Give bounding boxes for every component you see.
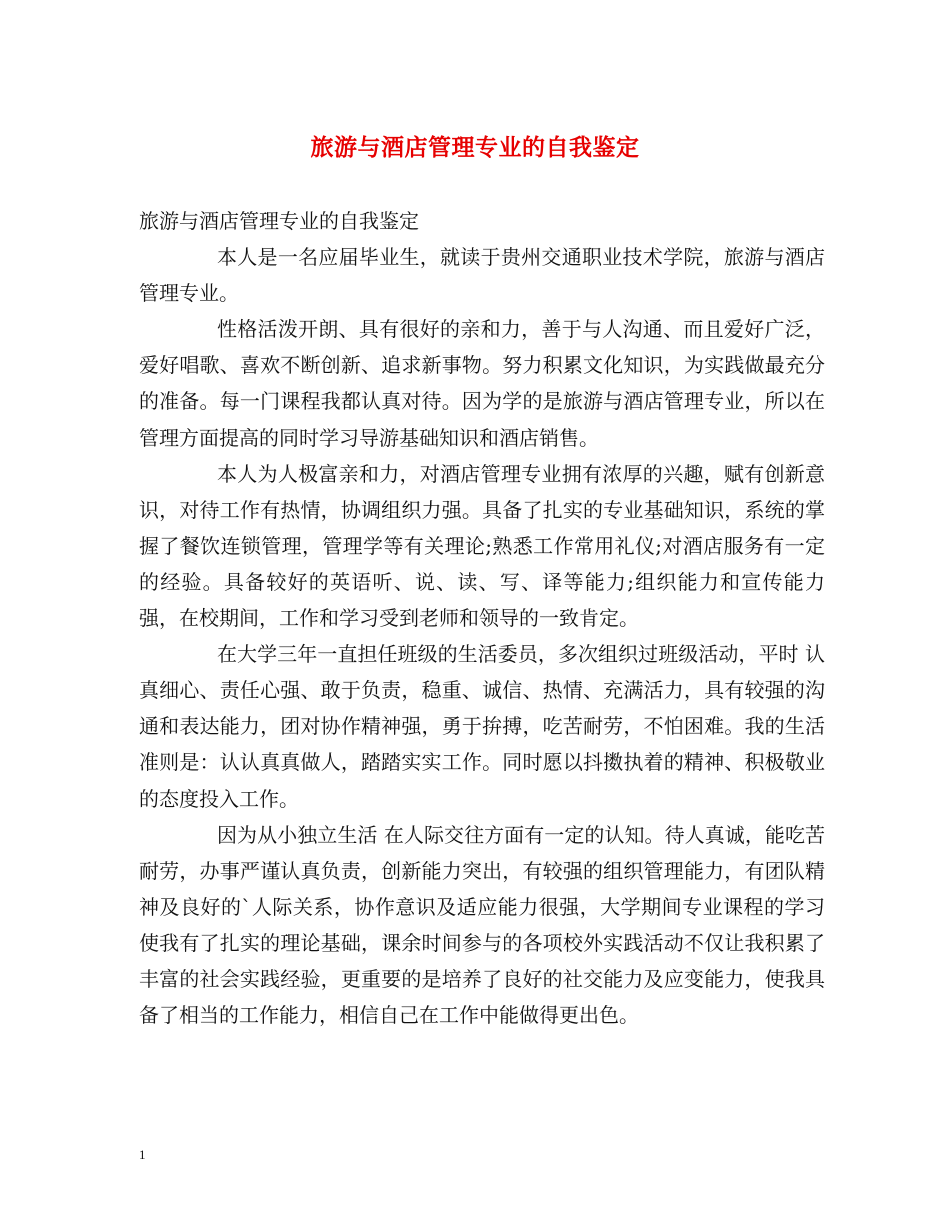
document-body <box>139 203 825 1033</box>
document-title: 旅游与酒店管理专业的自我鉴定 <box>310 134 640 161</box>
paragraph-1: 本人是一名应届毕业生，就读于贵州交通职业技术学院，旅游与酒店管理专业。 <box>139 245 825 306</box>
page-number: 1 <box>139 1147 146 1162</box>
paragraph-4: 在大学三年一直担任班级的生活委员，多次组织过班级活动，平时 认真细心、责任心强、敢于负责，稳重、诚信、热情、充满活力，具有较强的沟通和表达能力，团对协作精神强，勇于拚搏，吃苦耐劳，不怕困难。我的生活准则是：认认真真做人，踏踏实实工作。同时愿以抖擞执着的精神、积极敬业的态度投入工作。 <box>139 642 825 811</box>
paragraph-3: 本人为人极富亲和力，对酒店管理专业拥有浓厚的兴趣，赋有创新意识，对待工作有热情，协调组织力强。具备了扎实的专业基础知识，系统的掌握了餐饮连锁管理，管理学等有关理论;熟悉工作常用礼仪;对酒店服务有一定的经验。具备较好的英语听、说、读、写、译等能力;组织能力和宣传能力强，在校期间，工作和学习受到老师和领导的一致肯定。 <box>139 461 825 631</box>
document-subtitle: 旅游与酒店管理专业的自我鉴定 <box>139 209 419 233</box>
paragraph-2: 性格活泼开朗、具有很好的亲和力，善于与人沟通、而且爱好广泛，爱好唱歌、喜欢不断创新、追求新事物。努力积累文化知识，为实践做最充分的准备。每一门课程我都认真对待。因为学的是旅游与酒店管理专业，所以在管理方面提高的同时学习导游基础知识和酒店销售。 <box>139 317 825 450</box>
paragraph-5: 因为从小独立生活 在人际交往方面有一定的认知。待人真诚，能吃苦耐劳，办事严谨认真负责，创新能力突出，有较强的组织管理能力，有团队精神及良好的`人际关系，协作意识及适应能力很强，大学期间专业课程的学习使我有了扎实的理论基础，课余时间参与的各项校外实践活动不仅让我积累了丰富的社会实践经验，更重要的是培养了良好的社交能力及应变能力，使我具备了相当的工作能力，相信自己在工作中能做得更出色。 <box>139 822 825 1028</box>
